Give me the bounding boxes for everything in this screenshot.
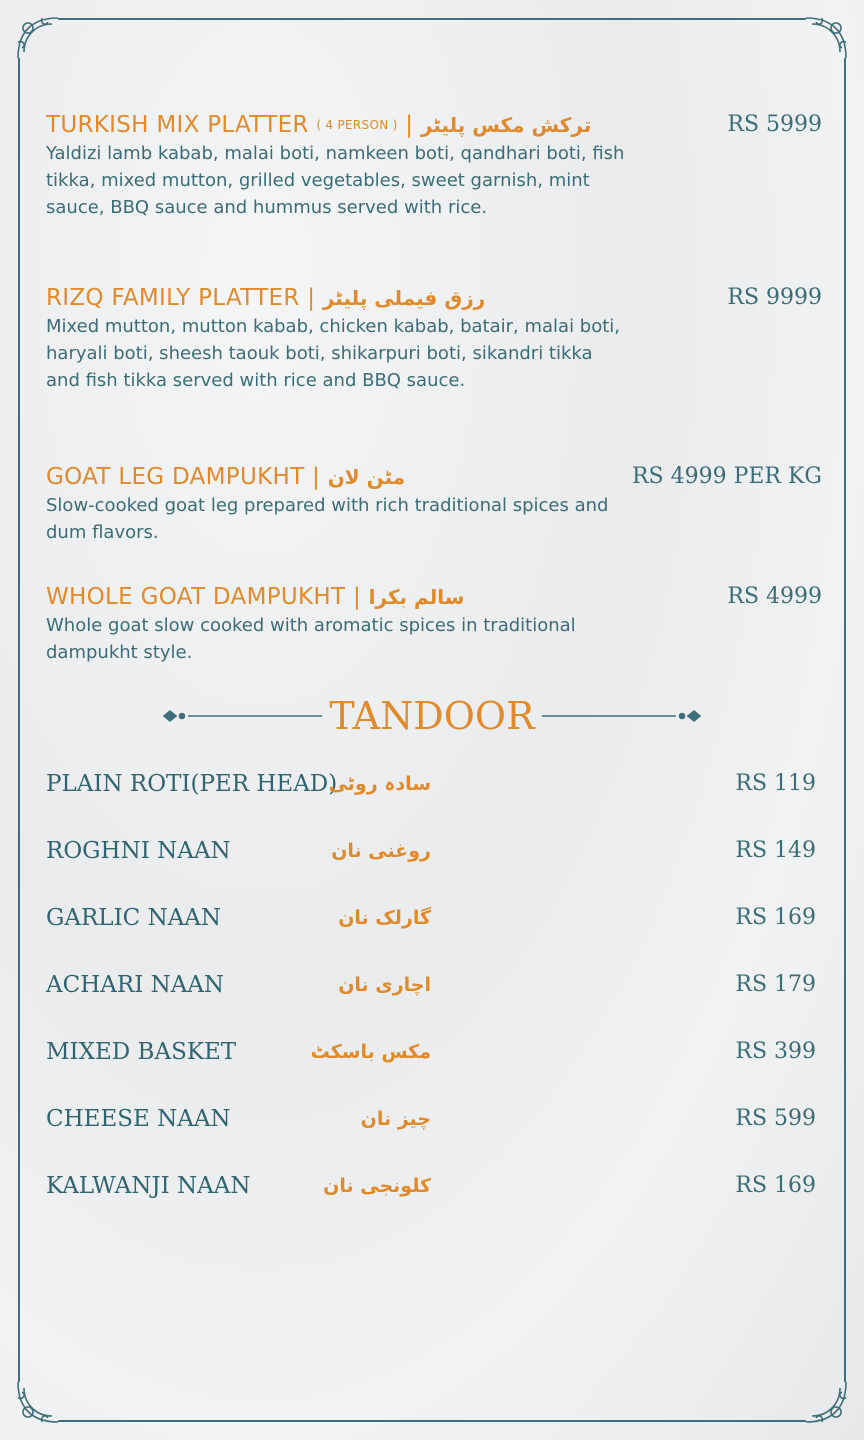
item-separator: |	[299, 285, 323, 311]
item-title	[46, 283, 822, 313]
item-urdu-name: اچاری نان	[338, 974, 431, 996]
item-note: ( 4 PERSON )	[316, 118, 398, 132]
menu-item	[46, 462, 822, 546]
item-urdu-name: مکس باسکٹ	[310, 1041, 431, 1063]
corner-ornament-icon	[800, 1376, 852, 1428]
item-separator: |	[397, 112, 421, 138]
item-title	[46, 582, 822, 612]
item-separator: |	[304, 464, 328, 490]
section-title: TANDOOR	[329, 694, 535, 738]
menu-item	[46, 110, 822, 221]
item-name: TURKISH MIX PLATTER	[46, 112, 309, 138]
item-separator: |	[345, 584, 369, 610]
item-name: PLAIN ROTI(PER HEAD)	[46, 771, 338, 797]
frame-line-left	[18, 58, 20, 1382]
item-description: Slow-cooked goat leg prepared with rich traditional spices and dum flavors.	[46, 495, 609, 543]
item-price: RS 4999	[727, 584, 822, 609]
list-item	[46, 1102, 816, 1136]
corner-ornament-icon	[12, 12, 64, 64]
item-name: RIZQ FAMILY PLATTER	[46, 285, 300, 311]
item-price: RS 179	[735, 972, 816, 997]
item-price: RS 5999	[727, 112, 822, 137]
list-item	[46, 968, 816, 1002]
frame-line-right	[844, 58, 846, 1382]
item-price: RS 399	[735, 1039, 816, 1064]
item-name: MIXED BASKET	[46, 1039, 237, 1065]
item-urdu-name: گارلک نان	[338, 907, 431, 929]
menu-item	[46, 582, 822, 666]
item-name: ACHARI NAAN	[46, 972, 225, 998]
list-item	[46, 767, 816, 801]
menu-item	[46, 283, 822, 394]
list-item	[46, 1035, 816, 1069]
corner-ornament-icon	[800, 12, 852, 64]
item-name: CHEESE NAAN	[46, 1106, 231, 1132]
item-urdu-name: رزق فیملی پلیٹر	[322, 286, 486, 310]
item-price: RS 149	[735, 838, 816, 863]
item-urdu-name: چیز نان	[360, 1108, 431, 1130]
item-price: RS 119	[735, 771, 816, 796]
list-item	[46, 834, 816, 868]
corner-ornament-icon	[12, 1376, 64, 1428]
item-urdu-name: سالم بکرا	[368, 585, 465, 609]
item-description: Yaldizi lamb kabab, malai boti, namkeen boti, qandhari boti, fish tikka, mixed mutton, grilled vegetables, sweet garnish, mint sauce, BBQ sauce and hummus served with rice.	[46, 143, 625, 218]
frame-line-top	[58, 18, 806, 20]
item-price: RS 169	[735, 1173, 816, 1198]
item-price: RS 4999 PER KG	[631, 464, 822, 489]
item-urdu-name: سادہ روٹی	[328, 773, 431, 795]
item-name: GOAT LEG DAMPUKHT	[46, 464, 305, 490]
item-description: Whole goat slow cooked with aromatic spices in traditional dampukht style.	[46, 615, 576, 663]
item-name: ROGHNI NAAN	[46, 838, 231, 864]
item-name: WHOLE GOAT DAMPUKHT	[46, 584, 346, 610]
item-price: RS 599	[735, 1106, 816, 1131]
item-name: KALWANJI NAAN	[46, 1173, 251, 1199]
item-price: RS 9999	[727, 285, 822, 310]
item-urdu-name: کلونجی نان	[323, 1175, 431, 1197]
item-price: RS 169	[735, 905, 816, 930]
item-name: GARLIC NAAN	[46, 905, 222, 931]
section-heading	[160, 690, 704, 742]
item-urdu-name: مٹن لان	[327, 465, 406, 489]
item-urdu-name: روغنی نان	[331, 840, 431, 862]
frame-line-bottom	[58, 1420, 806, 1422]
list-item	[46, 1169, 816, 1203]
item-urdu-name: ترکش مکس پلیٹر	[420, 113, 592, 137]
item-description: Mixed mutton, mutton kabab, chicken kabab, batair, malai boti, haryali boti, sheesh taouk boti, shikarpuri boti, sikandri tikka and fish tikka served with rice and BBQ sauce.	[46, 316, 621, 391]
item-title	[46, 110, 822, 140]
list-item	[46, 901, 816, 935]
